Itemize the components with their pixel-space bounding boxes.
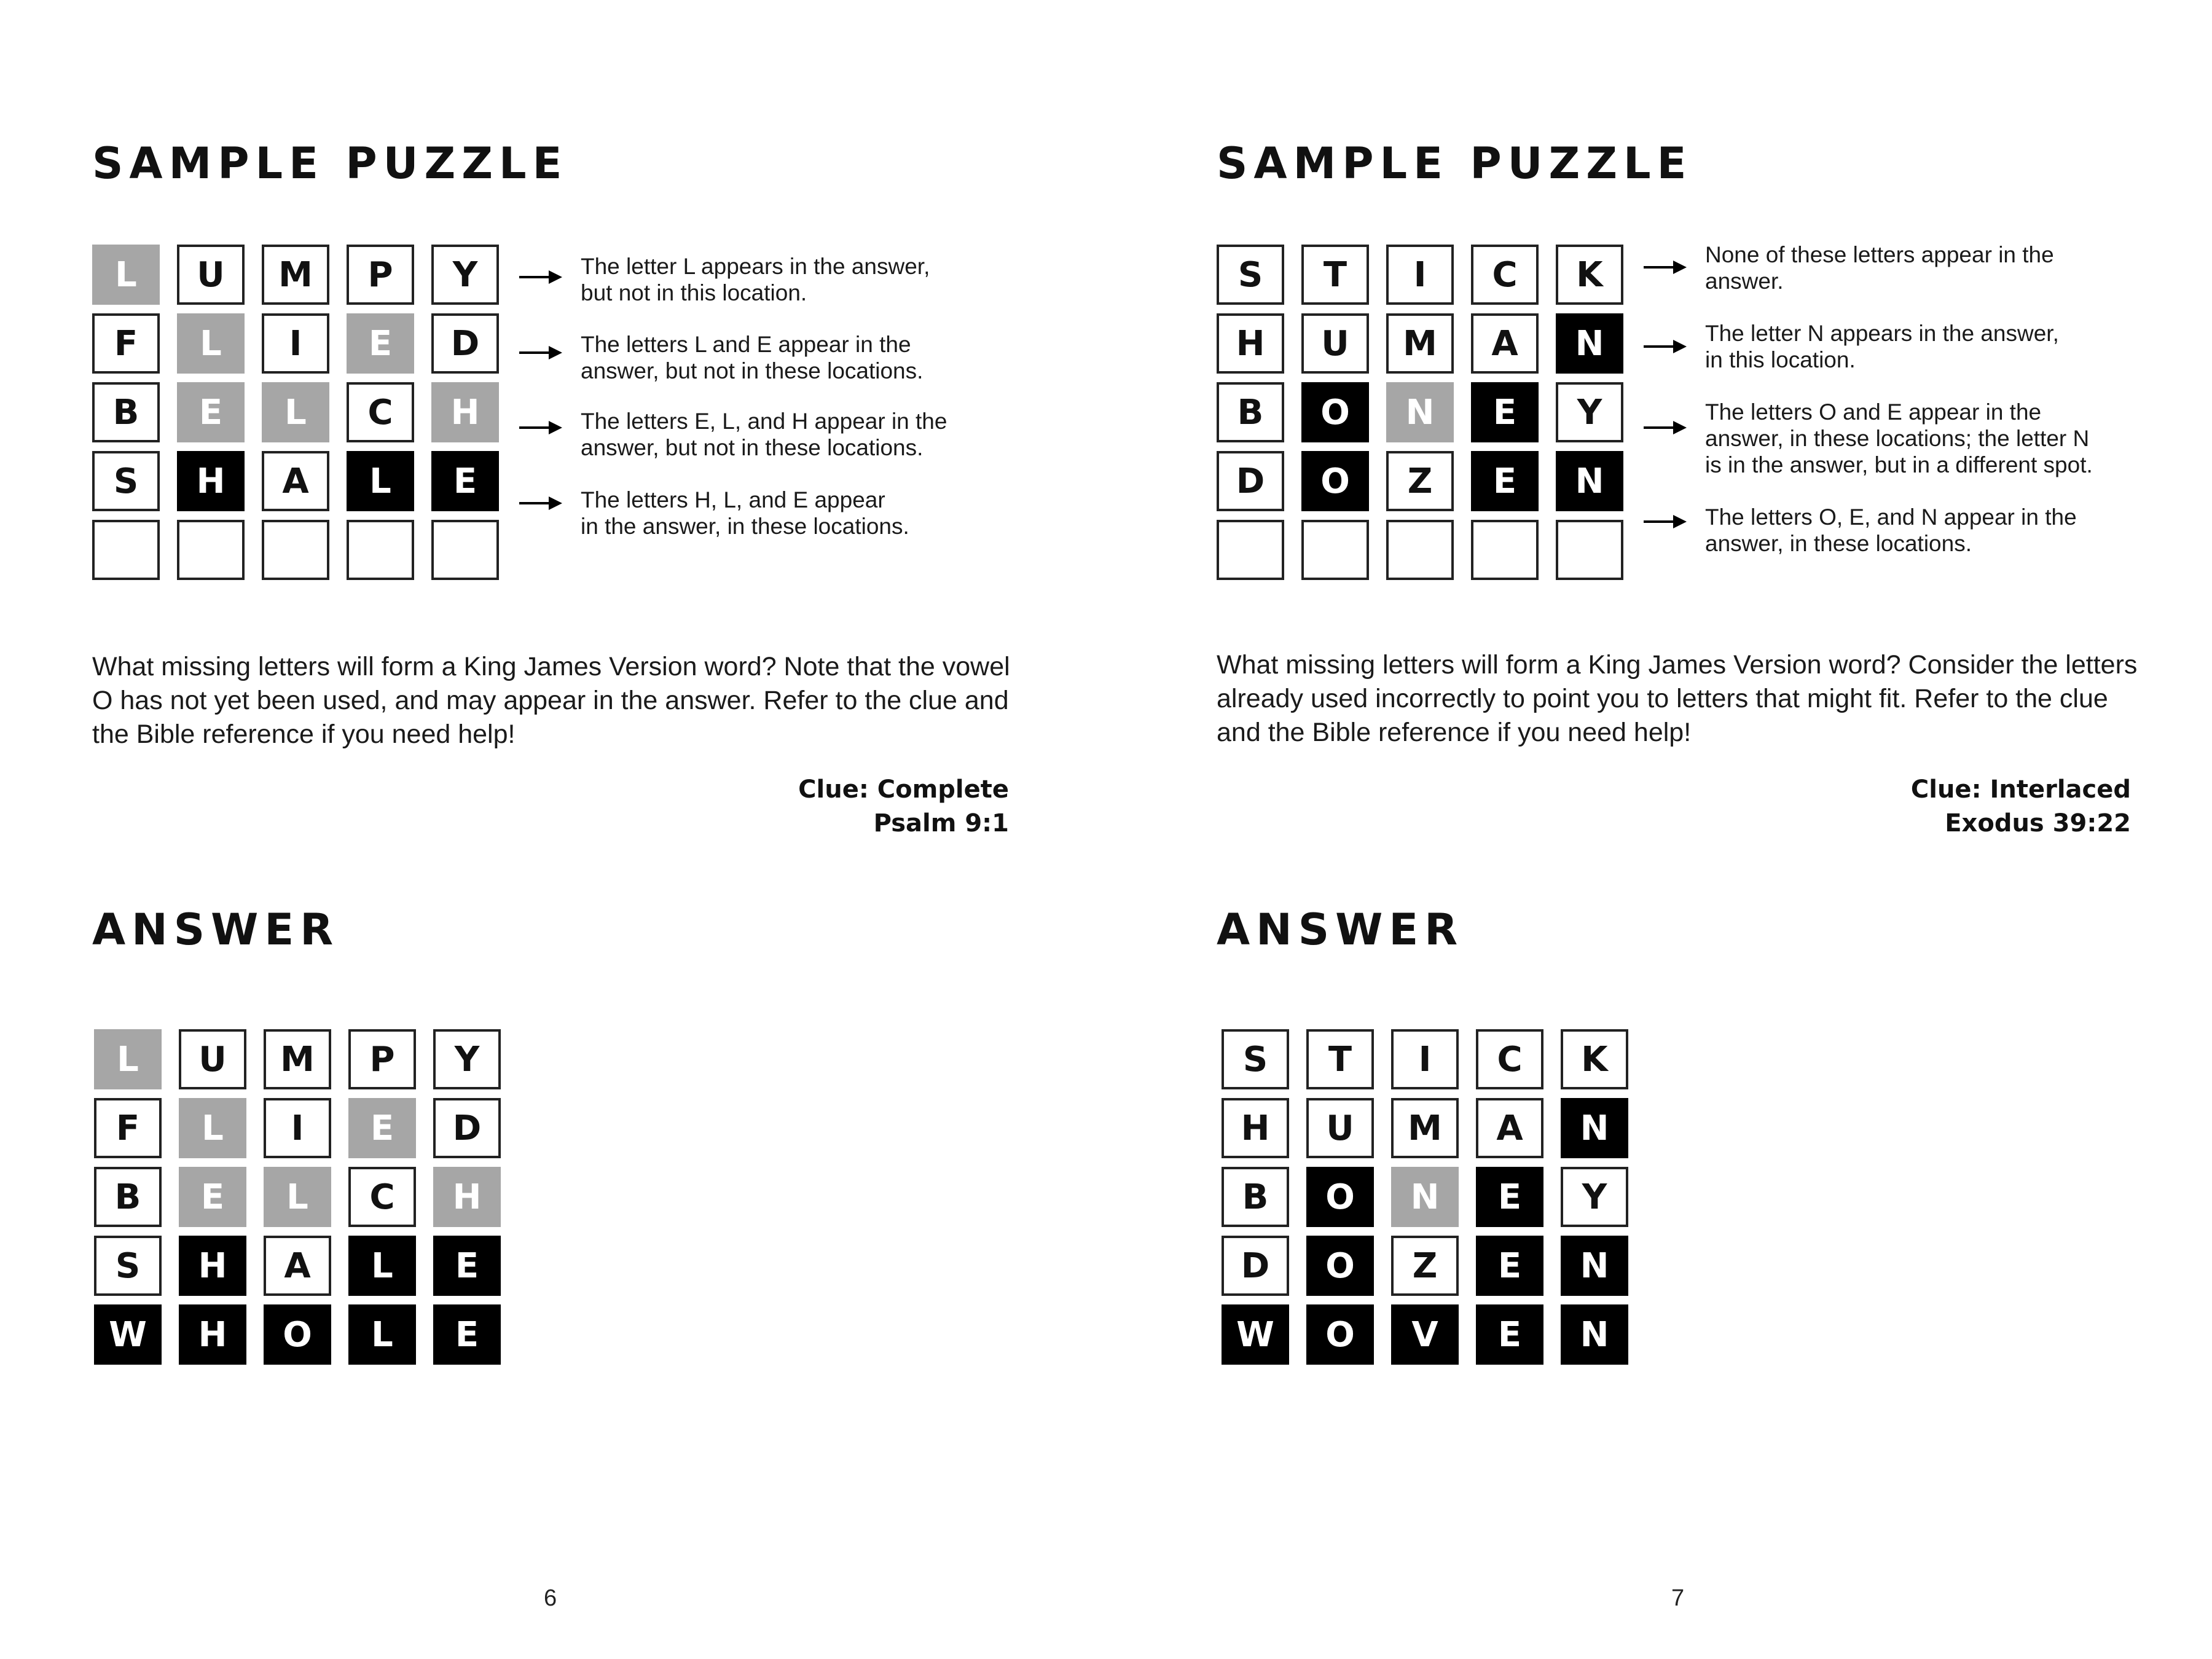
letter-tile: L [264, 1167, 331, 1227]
note-line: answer, in these locations; the letter N [1705, 426, 2090, 451]
letter-tile: D [433, 1098, 501, 1158]
empty-tile [177, 520, 245, 580]
letter-tile: V [1391, 1304, 1459, 1365]
right-page [1106, 0, 2212, 1659]
letter-tile: Z [1386, 451, 1454, 511]
grid-row [1217, 451, 1623, 511]
answer-title: ANSWER [1217, 904, 1464, 955]
letter-tile: D [1222, 1236, 1289, 1296]
letter-tile: H [179, 1304, 246, 1365]
answer-row [1222, 1304, 1628, 1365]
explanation-note [581, 487, 1109, 539]
grid-row [92, 245, 499, 305]
arrow-icon [1644, 345, 1684, 348]
letter-tile: H [179, 1236, 246, 1296]
empty-tile [92, 520, 160, 580]
letter-tile: E [177, 382, 245, 442]
letter-tile: C [1471, 245, 1539, 305]
letter-tile: N [1561, 1304, 1628, 1365]
answer-title: ANSWER [92, 904, 340, 955]
letter-tile: E [433, 1236, 501, 1296]
explanation-note [581, 253, 1109, 306]
letter-tile: E [433, 1304, 501, 1365]
letter-tile: E [1476, 1304, 1543, 1365]
letter-tile: L [177, 313, 245, 374]
grid-row [1222, 1167, 1628, 1227]
letter-tile: H [1222, 1098, 1289, 1158]
letter-tile: N [1556, 451, 1623, 511]
page-number: 7 [1671, 1585, 1685, 1611]
note-line: but not in this location. [581, 280, 807, 305]
letter-tile: O [1301, 451, 1369, 511]
note-line: in the answer, in these locations. [581, 514, 909, 539]
letter-tile: A [262, 451, 329, 511]
grid-row [92, 313, 499, 374]
letter-tile: I [1386, 245, 1454, 305]
note-line: answer, but not in these locations. [581, 435, 924, 460]
letter-tile: H [433, 1167, 501, 1227]
letter-tile: H [177, 451, 245, 511]
empty-tile [1217, 520, 1284, 580]
letter-tile: M [1391, 1098, 1459, 1158]
puzzle-title: SAMPLE PUZZLE [1217, 138, 1693, 189]
note-line: in this location. [1705, 347, 1856, 372]
letter-tile: Y [1561, 1167, 1628, 1227]
empty-tile [431, 520, 499, 580]
letter-tile: I [1391, 1029, 1459, 1089]
explanation-note [581, 331, 1109, 384]
letter-tile: E [1471, 451, 1539, 511]
note-line: None of these letters appear in the [1705, 242, 2054, 267]
letter-tile: O [1301, 382, 1369, 442]
grid-row [92, 451, 499, 511]
grid-row [92, 382, 499, 442]
grid-row [1217, 245, 1623, 305]
note-line: is in the answer, but in a different spot. [1705, 452, 2093, 477]
clue-text: Clue: Interlaced [1910, 775, 2131, 804]
arrow-icon [1644, 426, 1684, 429]
letter-tile: Y [1556, 382, 1623, 442]
answer-grid [1222, 1029, 1628, 1365]
puzzle-grid [92, 245, 499, 580]
grid-row [1222, 1029, 1628, 1089]
letter-tile: N [1561, 1236, 1628, 1296]
letter-tile: C [347, 382, 414, 442]
letter-tile: O [1306, 1236, 1374, 1296]
letter-tile: E [348, 1098, 416, 1158]
arrow-icon [519, 276, 560, 278]
letter-tile: L [92, 245, 160, 305]
letter-tile: O [264, 1304, 331, 1365]
letter-tile: W [94, 1304, 162, 1365]
arrow-icon [1644, 520, 1684, 523]
explanation-note [1705, 320, 2212, 373]
empty-tile [1386, 520, 1454, 580]
grid-row [94, 1098, 501, 1158]
note-line: The letters E, L, and H appear in the [581, 409, 947, 434]
letter-tile: D [431, 313, 499, 374]
note-line: The letters O and E appear in the [1705, 399, 2042, 425]
empty-tile [1556, 520, 1623, 580]
letter-tile: D [1217, 451, 1284, 511]
letter-tile: E [1476, 1167, 1543, 1227]
letter-tile: L [347, 451, 414, 511]
bible-reference: Exodus 39:22 [1945, 809, 2131, 837]
empty-tile [1471, 520, 1539, 580]
letter-tile: Y [433, 1029, 501, 1089]
letter-tile: L [262, 382, 329, 442]
letter-tile: B [92, 382, 160, 442]
grid-row [94, 1029, 501, 1089]
clue-block [798, 773, 1009, 841]
arrow-icon [519, 502, 560, 504]
letter-tile: S [1222, 1029, 1289, 1089]
note-line: The letter L appears in the answer, [581, 254, 930, 279]
empty-tile [262, 520, 329, 580]
note-line: The letters O, E, and N appear in the [1705, 504, 2077, 530]
letter-tile: U [1306, 1098, 1374, 1158]
letter-tile: L [348, 1236, 416, 1296]
arrow-icon [519, 351, 560, 354]
letter-tile: F [92, 313, 160, 374]
explanation-note [1705, 399, 2212, 478]
letter-tile: B [1222, 1167, 1289, 1227]
letter-tile: S [1217, 245, 1284, 305]
bible-reference: Psalm 9:1 [873, 809, 1009, 837]
letter-tile: F [94, 1098, 162, 1158]
letter-tile: U [179, 1029, 246, 1089]
grid-row [1222, 1236, 1628, 1296]
letter-tile: S [92, 451, 160, 511]
letter-tile: W [1222, 1304, 1289, 1365]
grid-row [1222, 1098, 1628, 1158]
letter-tile: M [264, 1029, 331, 1089]
letter-tile: U [1301, 313, 1369, 374]
page-number: 6 [544, 1585, 557, 1611]
letter-tile: L [348, 1304, 416, 1365]
note-line: The letter N appears in the answer, [1705, 321, 2059, 346]
empty-tile [347, 520, 414, 580]
letter-tile: A [1476, 1098, 1543, 1158]
grid-row [1217, 382, 1623, 442]
letter-tile: M [262, 245, 329, 305]
letter-tile: O [1306, 1304, 1374, 1365]
letter-tile: P [348, 1029, 416, 1089]
note-line: The letters H, L, and E appear [581, 487, 885, 512]
letter-tile: S [94, 1236, 162, 1296]
puzzle-title: SAMPLE PUZZLE [92, 138, 568, 189]
letter-tile: T [1301, 245, 1369, 305]
letter-tile: E [347, 313, 414, 374]
letter-tile: K [1561, 1029, 1628, 1089]
answer-row [94, 1304, 501, 1365]
letter-tile: C [1476, 1029, 1543, 1089]
note-line: answer. [1705, 269, 1784, 294]
explanation-note [581, 408, 1109, 461]
letter-tile: U [177, 245, 245, 305]
instructions-paragraph: What missing letters will form a King James Version word? Note that the vowel O has not yet been used, and may appear in the answer. Refer to the clue and the Bible reference if you need help! [92, 652, 1010, 749]
grid-row [1217, 313, 1623, 374]
letter-tile: L [179, 1098, 246, 1158]
letter-tile: N [1561, 1098, 1628, 1158]
letter-tile: E [1476, 1236, 1543, 1296]
letter-tile: O [1306, 1167, 1374, 1227]
explanation-note [1705, 241, 2212, 294]
letter-tile: I [264, 1098, 331, 1158]
letter-tile: E [179, 1167, 246, 1227]
grid-row [94, 1167, 501, 1227]
letter-tile: E [431, 451, 499, 511]
letter-tile: H [431, 382, 499, 442]
empty-tile [1301, 520, 1369, 580]
letter-tile: N [1556, 313, 1623, 374]
letter-tile: P [347, 245, 414, 305]
letter-tile: N [1391, 1167, 1459, 1227]
letter-tile: B [1217, 382, 1284, 442]
grid-row-empty [1217, 520, 1623, 580]
letter-tile: T [1306, 1029, 1374, 1089]
clue-text: Clue: Complete [798, 775, 1009, 804]
letter-tile: N [1386, 382, 1454, 442]
letter-tile: E [1471, 382, 1539, 442]
answer-grid [94, 1029, 501, 1365]
letter-tile: K [1556, 245, 1623, 305]
grid-row-empty [92, 520, 499, 580]
letter-tile: Y [431, 245, 499, 305]
clue-block [1911, 773, 2131, 841]
letter-tile: A [1471, 313, 1539, 374]
letter-tile: Z [1391, 1236, 1459, 1296]
note-line: answer, in these locations. [1705, 531, 1972, 556]
letter-tile: B [94, 1167, 162, 1227]
arrow-icon [1644, 266, 1684, 269]
explanation-note [1705, 504, 2212, 557]
grid-row [94, 1236, 501, 1296]
letter-tile: H [1217, 313, 1284, 374]
letter-tile: M [1386, 313, 1454, 374]
letter-tile: C [348, 1167, 416, 1227]
instructions-paragraph: What missing letters will form a King James Version word? Consider the letters already used incorrectly to point you to letters that might fit. Refer to the clue and the Bible reference if you need help! [1217, 650, 2138, 747]
note-line: answer, but not in these locations. [581, 358, 924, 383]
note-line: The letters L and E appear in the [581, 332, 911, 357]
arrow-icon [519, 426, 560, 429]
letter-tile: L [94, 1029, 162, 1089]
letter-tile: I [262, 313, 329, 374]
puzzle-grid [1217, 245, 1623, 580]
letter-tile: A [264, 1236, 331, 1296]
